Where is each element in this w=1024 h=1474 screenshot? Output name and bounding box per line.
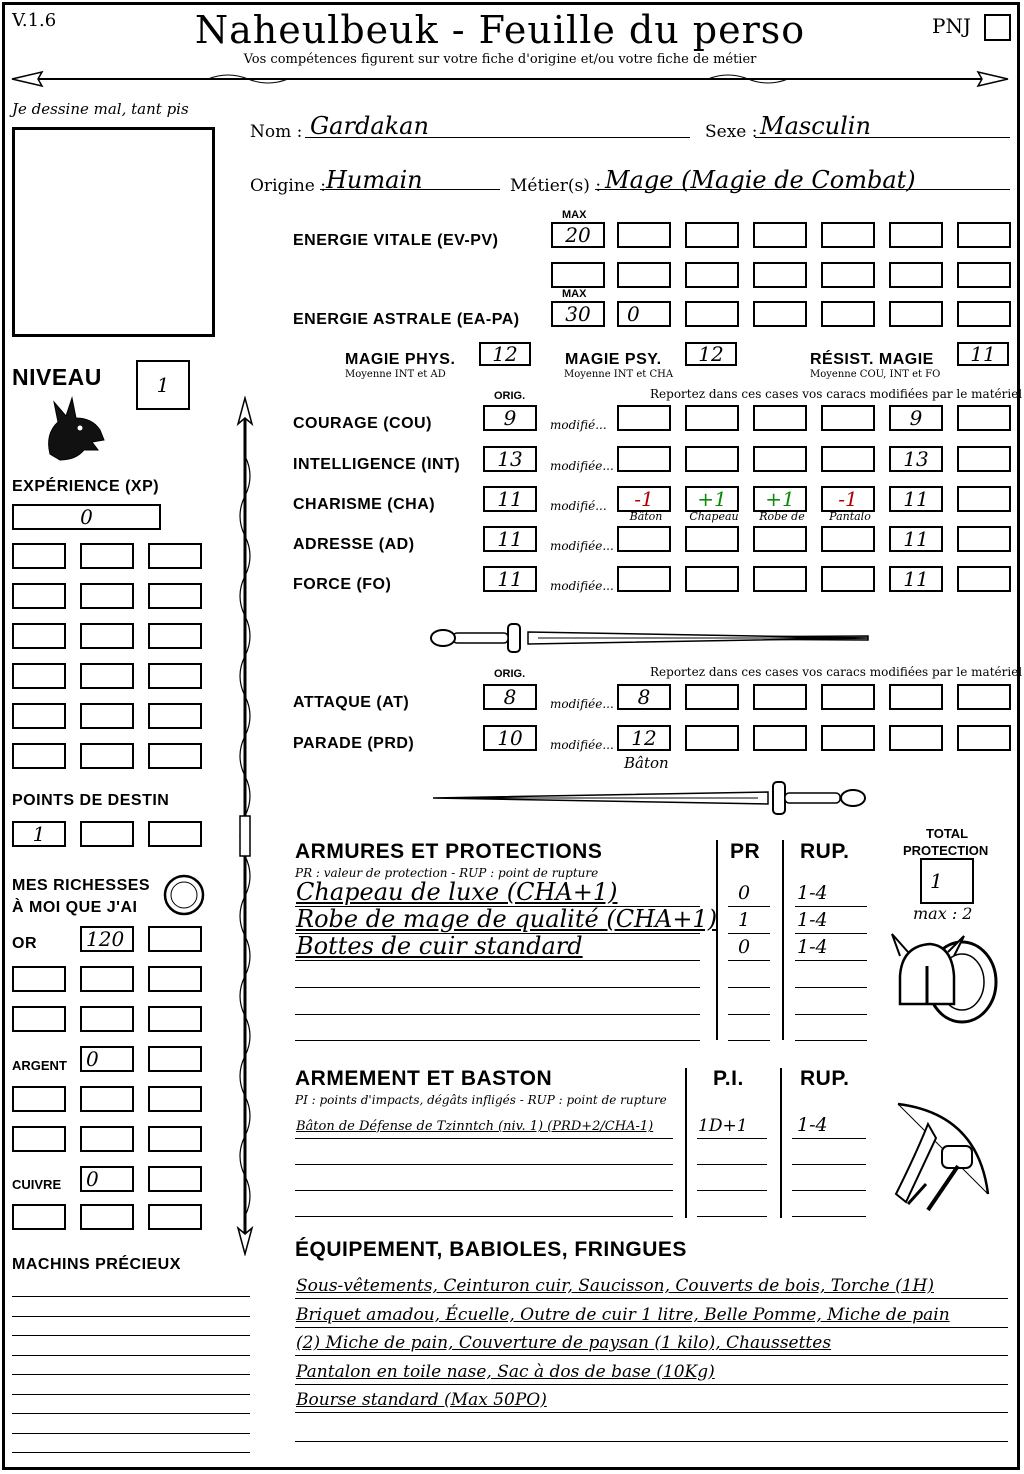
weapon-name-line[interactable] (295, 1164, 673, 1165)
origine-value[interactable]: Humain (326, 166, 423, 194)
money-box[interactable] (12, 1204, 66, 1230)
xp-box[interactable]: 0 (12, 504, 161, 530)
at-track-box[interactable] (957, 684, 1011, 710)
equipment-line[interactable] (295, 1412, 1008, 1413)
prd-track-box[interactable] (753, 725, 807, 751)
xp-box[interactable] (80, 743, 134, 769)
equipment-line[interactable] (295, 1327, 1008, 1328)
money-box[interactable] (148, 966, 202, 992)
dragon-head-icon (40, 394, 108, 464)
or-label: OR (12, 935, 37, 952)
ev-max-label: MAX (562, 209, 587, 221)
cha-mod-box[interactable]: -1 (821, 486, 875, 512)
armor-rup[interactable]: 1-4 (797, 936, 828, 958)
weapons-col-divider (780, 1068, 782, 1218)
stat-track-box[interactable] (617, 526, 671, 552)
weapons-col-divider (685, 1068, 687, 1218)
ev-track-box[interactable] (753, 222, 807, 248)
stat-track-box[interactable] (821, 405, 875, 431)
weapon-pi[interactable]: 1D+1 (698, 1116, 748, 1136)
helmet-shield-icon (890, 926, 1002, 1026)
equipment-line[interactable] (295, 1298, 1008, 1299)
xp-box[interactable] (12, 543, 66, 569)
ea-track-box[interactable] (821, 301, 875, 327)
ev-track-box[interactable] (957, 222, 1011, 248)
equipment-item[interactable]: Briquet amadou, Écuelle, Outre de cuir 1 litre, Belle Pomme, Miche de pain (296, 1304, 950, 1325)
stat-track-box[interactable] (957, 526, 1011, 552)
ev-track-box[interactable] (617, 262, 671, 288)
machins-line[interactable] (12, 1374, 250, 1375)
xp-box[interactable] (80, 703, 134, 729)
armor-name-line[interactable] (295, 960, 700, 961)
version: V.1.6 (12, 10, 57, 31)
armor-name[interactable]: Robe de mage de qualité (CHA+1) (296, 905, 718, 933)
xp-box[interactable] (12, 703, 66, 729)
at-modif-label: modifiée... (550, 697, 614, 711)
ea-track-box[interactable] (753, 301, 807, 327)
xp-box[interactable] (80, 583, 134, 609)
stat-orig-box[interactable]: 9 (483, 405, 537, 431)
armor-pr-line[interactable] (728, 933, 770, 934)
stat-label: ADRESSE (AD) (293, 536, 415, 553)
xp-label: EXPÉRIENCE (XP) (12, 478, 160, 495)
cuivre-label: CUIVRE (12, 1177, 62, 1192)
ea-max-box[interactable]: 30 (551, 301, 605, 327)
stat-track-box[interactable] (957, 446, 1011, 472)
niveau-label: NIVEAU (12, 364, 102, 390)
ev-track-box[interactable] (551, 262, 605, 288)
weapon-name-line[interactable] (295, 1138, 673, 1139)
armor-pr-line[interactable] (728, 987, 770, 988)
at-mod-box[interactable]: 8 (617, 684, 671, 710)
prd-track-box[interactable] (685, 725, 739, 751)
prd-track-box[interactable] (821, 725, 875, 751)
weapon-name[interactable]: Bâton de Défense de Tzinntch (niv. 1) (PRD+2/CHA-1) (296, 1119, 654, 1134)
metier-value[interactable]: Mage (Magie de Combat) (605, 166, 916, 194)
money-box[interactable] (148, 926, 202, 952)
nom-value[interactable]: Gardakan (310, 112, 429, 140)
weapon-rup-line[interactable] (792, 1164, 866, 1165)
money-box[interactable] (80, 1086, 134, 1112)
machins-line[interactable] (12, 1296, 250, 1297)
metier-label: Métier(s) : (510, 176, 602, 196)
stat-orig-box[interactable]: 11 (483, 566, 537, 592)
stat-final-box[interactable]: 13 (889, 446, 943, 472)
portrait-box[interactable] (12, 127, 215, 337)
sexe-value[interactable]: Masculin (760, 112, 871, 140)
stat-orig-box[interactable]: 11 (483, 526, 537, 552)
stat-modif-label: modifiée... (550, 459, 614, 473)
magie-psy-label: MAGIE PSY. (565, 351, 662, 368)
stat-track-box[interactable] (821, 526, 875, 552)
armor-rup-line[interactable] (795, 906, 867, 907)
page-subtitle: Vos compétences figurent sur votre fiche d'origine et/ou votre fiche de métier (243, 52, 757, 67)
equipment-item[interactable]: Sous-vêtements, Ceinturon cuir, Saucisson, Couverts de bois, Torche (1H) (296, 1276, 934, 1296)
xp-box[interactable] (80, 543, 134, 569)
argent-label: ARGENT (12, 1058, 67, 1073)
machins-line[interactable] (12, 1413, 250, 1414)
nom-line (305, 137, 690, 138)
stat-final-box[interactable]: 11 (889, 526, 943, 552)
at-track-box[interactable] (821, 684, 875, 710)
combat-orig-label: ORIG. (494, 668, 526, 680)
stat-final-box[interactable]: 11 (889, 566, 943, 592)
coin-icon (162, 873, 206, 917)
ev-track-box[interactable] (753, 262, 807, 288)
metier-line (595, 189, 1010, 190)
at-label: ATTAQUE (AT) (293, 694, 410, 711)
xp-box[interactable] (148, 623, 202, 649)
argent-box[interactable]: 0 (80, 1046, 134, 1072)
max-protection-note: max : 2 (913, 904, 973, 923)
stat-track-box[interactable] (753, 566, 807, 592)
stat-modif-label: modifié... (550, 499, 607, 513)
equipment-line[interactable] (295, 1469, 1008, 1470)
magie-psy-box[interactable]: 12 (685, 342, 737, 366)
weapon-rup-line[interactable] (792, 1190, 866, 1191)
equipment-item[interactable]: Pantalon en toile nase, Sac à dos de base (10Kg) (296, 1361, 715, 1382)
cha-mod-caption: Pantalo (829, 510, 871, 523)
total-protection-box[interactable]: 1 (920, 858, 974, 904)
destin-label: POINTS DE DESTIN (12, 792, 170, 809)
stat-label: CHARISME (CHA) (293, 496, 436, 513)
armor-name-line[interactable] (295, 1040, 700, 1041)
equipment-item[interactable]: (2) Miche de pain, Couverture de paysan (1 kilo), Chaussettes (296, 1333, 832, 1353)
at-track-box[interactable] (889, 684, 943, 710)
ea-track-box[interactable] (957, 301, 1011, 327)
machins-line[interactable] (12, 1355, 250, 1356)
ev-track-box[interactable] (685, 222, 739, 248)
money-box[interactable] (12, 1126, 66, 1152)
stat-track-box[interactable] (617, 566, 671, 592)
stat-modif-label: modifiée... (550, 539, 614, 553)
stat-modif-label: modifié... (550, 418, 607, 432)
money-box[interactable] (148, 1006, 202, 1032)
weapon-rup[interactable]: 1-4 (797, 1114, 828, 1136)
money-box[interactable] (148, 1086, 202, 1112)
xp-box[interactable] (12, 743, 66, 769)
money-box[interactable] (148, 1204, 202, 1230)
or-box[interactable]: 120 (80, 926, 134, 952)
weapons-rup-header: RUP. (800, 1067, 850, 1090)
equipment-title: ÉQUIPEMENT, BABIOLES, FRINGUES (295, 1238, 687, 1261)
weapons-title: ARMEMENT ET BASTON (295, 1067, 553, 1090)
prd-label: PARADE (PRD) (293, 735, 415, 752)
armor-rup-line[interactable] (795, 960, 867, 961)
at-orig-box[interactable]: 8 (483, 684, 537, 710)
total-label-2: PROTECTION (903, 843, 989, 858)
armor-title: ARMURES ET PROTECTIONS (295, 840, 603, 863)
stat-orig-box[interactable]: 13 (483, 446, 537, 472)
armor-pr[interactable]: 0 (738, 882, 751, 904)
ea-current-box[interactable]: 0 (617, 301, 671, 327)
pnj-checkbox[interactable] (984, 14, 1011, 41)
at-track-box[interactable] (685, 684, 739, 710)
cha-mod-caption: Robe de (759, 510, 805, 523)
prd-track-box[interactable] (889, 725, 943, 751)
stat-orig-box[interactable]: 11 (483, 486, 537, 512)
cha-mod-caption: Chapeau (689, 510, 739, 523)
xp-box[interactable] (80, 623, 134, 649)
xp-box[interactable] (148, 543, 202, 569)
stat-track-box[interactable] (685, 405, 739, 431)
ev-track-box[interactable] (957, 262, 1011, 288)
armor-pr-line[interactable] (728, 1040, 770, 1041)
armor-rup-header: RUP. (800, 840, 850, 863)
weapon-name-line[interactable] (295, 1190, 673, 1191)
origine-label: Origine : (250, 176, 326, 196)
xp-box[interactable] (148, 743, 202, 769)
armor-col-divider (782, 840, 784, 1040)
machins-line[interactable] (12, 1394, 250, 1395)
stat-track-box[interactable] (617, 405, 671, 431)
stat-track-box[interactable] (685, 566, 739, 592)
money-box[interactable] (148, 1126, 202, 1152)
armor-pr-line[interactable] (728, 906, 770, 907)
prd-track-box[interactable] (957, 725, 1011, 751)
cuivre-box[interactable]: 0 (80, 1166, 134, 1192)
stat-track-box[interactable] (753, 446, 807, 472)
ev-track-box[interactable] (617, 222, 671, 248)
sword-icon (428, 778, 873, 818)
machins-line[interactable] (12, 1316, 250, 1317)
magie-psy-note: Moyenne INT et CHA (564, 369, 674, 380)
resist-magie-label: RÉSIST. MAGIE (810, 351, 934, 368)
sexe-label: Sexe : (705, 122, 758, 142)
weapon-pi-line[interactable] (697, 1216, 767, 1217)
equipment-line[interactable] (295, 1441, 1008, 1442)
vertical-spear-icon (228, 396, 262, 1256)
stat-track-box[interactable] (753, 405, 807, 431)
armor-name-line[interactable] (295, 1014, 700, 1015)
money-box[interactable] (12, 966, 66, 992)
armor-name[interactable]: Bottes de cuir standard (296, 932, 583, 960)
stat-final-box[interactable]: 9 (889, 405, 943, 431)
money-box[interactable] (80, 1126, 134, 1152)
armor-pr[interactable]: 1 (738, 909, 751, 931)
magie-phys-box[interactable]: 12 (479, 342, 531, 366)
xp-box[interactable] (148, 583, 202, 609)
magie-phys-note: Moyenne INT et AD (345, 369, 446, 380)
destin-box[interactable] (80, 821, 134, 847)
stat-track-box[interactable] (957, 486, 1011, 512)
armor-note: PR : valeur de protection - RUP : point de rupture (295, 866, 599, 880)
money-box[interactable] (12, 1006, 66, 1032)
armor-rup-line[interactable] (795, 933, 867, 934)
destin-box[interactable]: 1 (12, 821, 66, 847)
weapon-rup-line[interactable] (792, 1216, 866, 1217)
stat-track-box[interactable] (957, 405, 1011, 431)
xp-box[interactable] (12, 663, 66, 689)
page-title: Naheulbeuk - Feuille du perso (194, 8, 806, 52)
armor-pr[interactable]: 0 (738, 936, 751, 958)
armor-name[interactable]: Chapeau de luxe (CHA+1) (296, 878, 618, 906)
ev-max-box[interactable]: 20 (551, 222, 605, 248)
armor-rup-line[interactable] (795, 1040, 867, 1041)
ev-label: ENERGIE VITALE (EV-PV) (293, 232, 499, 249)
ea-label: ENERGIE ASTRALE (EA-PA) (293, 311, 520, 328)
cha-mod-box[interactable]: -1 (617, 486, 671, 512)
weapons-note: PI : points d'impacts, dégâts infligés - RUP : point de rupture (295, 1093, 667, 1107)
xp-box[interactable] (12, 623, 66, 649)
stat-modif-label: modifiée... (550, 579, 614, 593)
armor-pr-line[interactable] (728, 960, 770, 961)
money-box[interactable] (80, 966, 134, 992)
stat-track-box[interactable] (821, 446, 875, 472)
armor-rup-line[interactable] (795, 987, 867, 988)
ea-track-box[interactable] (685, 301, 739, 327)
money-box[interactable] (148, 1166, 202, 1192)
richesses-label-1: MES RICHESSES (12, 877, 151, 894)
cha-mod-box[interactable]: +1 (685, 486, 739, 512)
combat-report-note: Reportez dans ces cases vos caracs modifiées par le matériel (650, 665, 1023, 679)
weapon-pi-line[interactable] (697, 1190, 767, 1191)
stat-track-box[interactable] (685, 526, 739, 552)
cha-mod-caption: Bâton (629, 510, 663, 523)
resist-magie-note: Moyenne COU, INT et FO (810, 369, 941, 380)
weapon-rup-line[interactable] (792, 1138, 866, 1139)
xp-box[interactable] (148, 663, 202, 689)
richesses-label-2: À MOI QUE J'AI (12, 899, 138, 916)
money-box[interactable] (80, 1204, 134, 1230)
weapons-pi-header: P.I. (713, 1067, 744, 1090)
stat-label: FORCE (FO) (293, 576, 392, 593)
armor-name-line[interactable] (295, 987, 700, 988)
cha-mod-box[interactable]: +1 (753, 486, 807, 512)
weapon-pi-line[interactable] (697, 1138, 767, 1139)
weapon-name-line[interactable] (295, 1216, 673, 1217)
prd-mod-box[interactable]: 12 (617, 725, 671, 751)
money-box[interactable] (148, 1046, 202, 1072)
total-label-1: TOTAL (926, 826, 969, 841)
armor-pr-header: PR (730, 840, 761, 863)
prd-caption: Bâton (624, 754, 669, 772)
armor-pr-line[interactable] (728, 1014, 770, 1015)
stat-track-box[interactable] (957, 566, 1011, 592)
crossed-weapons-icon (888, 1094, 1000, 1216)
nom-label: Nom : (250, 122, 303, 142)
ea-max-label: MAX (562, 288, 587, 300)
stat-track-box[interactable] (685, 446, 739, 472)
portrait-caption: Je dessine mal, tant pis (12, 100, 189, 118)
machins-line[interactable] (12, 1452, 250, 1453)
prd-orig-box[interactable]: 10 (483, 725, 537, 751)
armor-rup[interactable]: 1-4 (797, 909, 828, 931)
stat-track-box[interactable] (821, 566, 875, 592)
ev-track-box[interactable] (889, 262, 943, 288)
equipment-line[interactable] (295, 1384, 1008, 1385)
sexe-line (755, 137, 1010, 138)
stat-final-box[interactable]: 11 (889, 486, 943, 512)
xp-box[interactable] (12, 583, 66, 609)
ev-track-box[interactable] (889, 222, 943, 248)
origine-line (320, 189, 500, 190)
stat-track-box[interactable] (617, 446, 671, 472)
armor-col-divider (716, 840, 718, 1040)
magie-phys-label: MAGIE PHYS. (345, 351, 456, 368)
pnj-label: PNJ (932, 14, 971, 38)
equipment-item[interactable]: Bourse standard (Max 50PO) (296, 1390, 547, 1410)
machins-label: MACHINS PRÉCIEUX (12, 1256, 181, 1273)
ea-track-box[interactable] (889, 301, 943, 327)
armor-rup-line[interactable] (795, 1014, 867, 1015)
money-box[interactable] (12, 1086, 66, 1112)
money-box[interactable] (80, 1006, 134, 1032)
xp-box[interactable] (148, 703, 202, 729)
destin-box[interactable] (148, 821, 202, 847)
stats-report-note: Reportez dans ces cases vos caracs modifiées par le matériel (650, 387, 1023, 401)
xp-box[interactable] (80, 663, 134, 689)
spear-divider-icon (8, 68, 1012, 90)
sword-icon (428, 618, 873, 658)
stat-track-box[interactable] (753, 526, 807, 552)
ev-track-box[interactable] (685, 262, 739, 288)
resist-magie-box[interactable]: 11 (957, 342, 1009, 366)
machins-line[interactable] (12, 1335, 250, 1336)
stat-label: COURAGE (COU) (293, 415, 432, 432)
stats-orig-label: ORIG. (494, 390, 526, 402)
armor-rup[interactable]: 1-4 (797, 882, 828, 904)
at-track-box[interactable] (753, 684, 807, 710)
prd-modif-label: modifiée... (550, 738, 614, 752)
ev-track-box[interactable] (821, 222, 875, 248)
machins-line[interactable] (12, 1433, 250, 1434)
equipment-line[interactable] (295, 1355, 1008, 1356)
niveau-box[interactable]: 1 (136, 360, 190, 410)
weapon-pi-line[interactable] (697, 1164, 767, 1165)
stat-label: INTELLIGENCE (INT) (293, 456, 461, 473)
ev-track-box[interactable] (821, 262, 875, 288)
